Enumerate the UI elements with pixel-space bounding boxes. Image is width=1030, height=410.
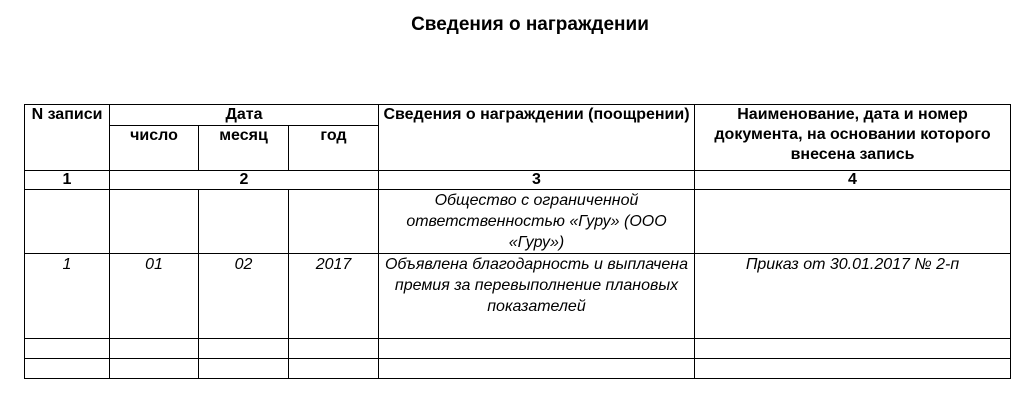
empty-cell: [110, 339, 199, 359]
table-row: [25, 254, 1011, 339]
empty-cell: [695, 359, 1011, 379]
empty-cell: [110, 359, 199, 379]
organization-empty-cell: [25, 190, 110, 254]
empty-cell: [199, 359, 289, 379]
empty-cell: [695, 339, 1011, 359]
header-row-1: [25, 105, 1011, 126]
page-title: Сведения о награждении: [411, 14, 649, 35]
column-number-2: 2: [110, 171, 379, 190]
header-day: число: [110, 126, 199, 171]
organization-empty-cell: [289, 190, 379, 254]
empty-cell: [289, 359, 379, 379]
column-number-4: 4: [695, 171, 1011, 190]
organization-name: Общество с ограниченной ответственностью «Гуру» (ООО «Гуру»): [379, 190, 695, 254]
organization-empty-cell: [199, 190, 289, 254]
column-number-3: 3: [379, 171, 695, 190]
empty-cell: [379, 359, 695, 379]
record-day: 01: [110, 254, 199, 339]
empty-cell: [379, 339, 695, 359]
record-year: 2017: [289, 254, 379, 339]
record-number: 1: [25, 254, 110, 339]
column-number-row: [25, 171, 1011, 190]
empty-cell: [25, 359, 110, 379]
record-award-info: Объявлена благодарность и выплачена премия за перевыполнение плановых показателей: [379, 254, 695, 339]
column-number-1: 1: [25, 171, 110, 190]
header-date: Дата: [110, 105, 379, 126]
header-award-info: Сведения о награждении (поощрении): [379, 105, 695, 171]
award-table: [24, 104, 1011, 379]
empty-row: [25, 359, 1011, 379]
organization-row: [25, 190, 1011, 254]
header-month: месяц: [199, 126, 289, 171]
organization-empty-cell: [695, 190, 1011, 254]
record-month: 02: [199, 254, 289, 339]
header-record-no: N записи: [25, 105, 110, 171]
header-document: Наименование, дата и номер документа, на основании которого внесена запись: [695, 105, 1011, 171]
empty-row: [25, 339, 1011, 359]
organization-empty-cell: [110, 190, 199, 254]
empty-cell: [199, 339, 289, 359]
empty-cell: [289, 339, 379, 359]
empty-cell: [25, 339, 110, 359]
record-document: Приказ от 30.01.2017 № 2-п: [695, 254, 1011, 339]
header-year: год: [289, 126, 379, 171]
